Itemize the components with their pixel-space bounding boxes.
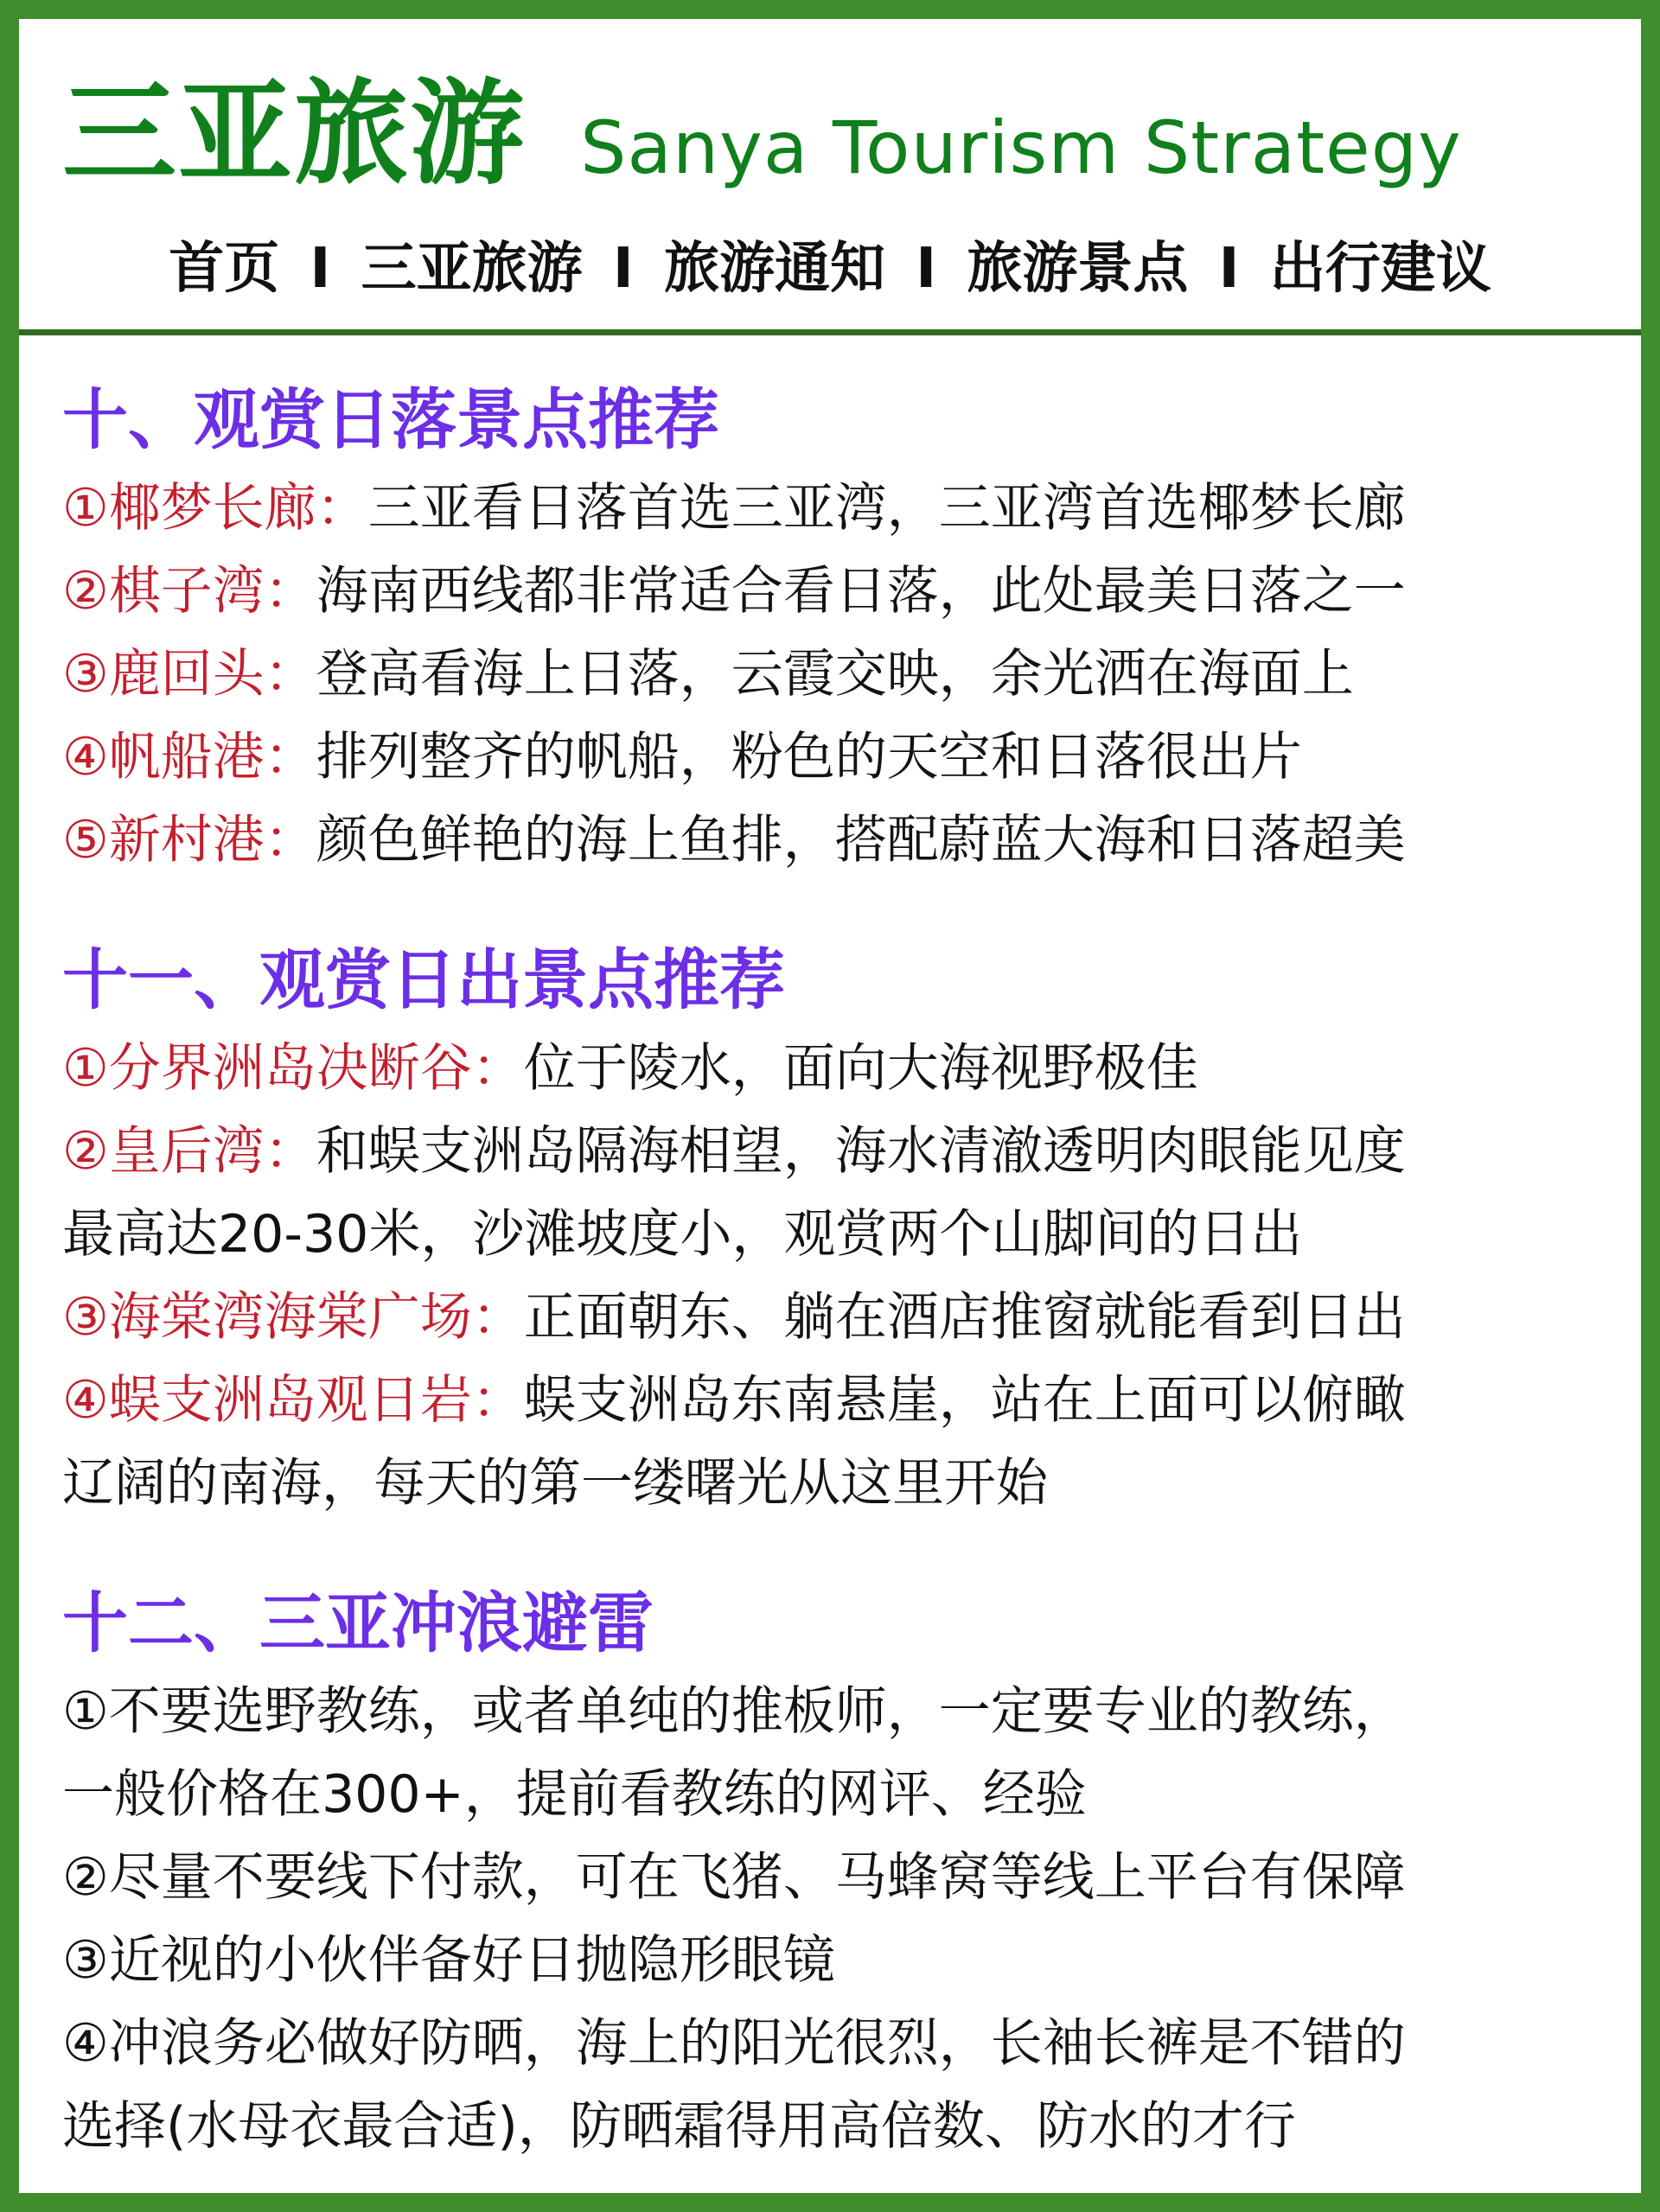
item-label: ②皇后湾： [62, 1121, 316, 1182]
item-text: 蜈支洲岛东南悬崖，站在上面可以俯瞰 [523, 1370, 1406, 1431]
item-text: 正面朝东、躺在酒店推窗就能看到日出 [523, 1287, 1406, 1348]
item-line [62, 1359, 1598, 1442]
item-label: ④蜈支洲岛观日岩： [62, 1370, 524, 1431]
list-item [62, 550, 1598, 633]
item-label: ①分界洲岛决断谷： [62, 1038, 524, 1099]
page-title-english: Sanya Tourism Strategy [580, 105, 1462, 190]
list-item [62, 467, 1598, 550]
nav-item-travel-notice[interactable]: 旅游通知 [664, 237, 885, 301]
section-title-sunset: 十、观赏日落景点推荐 [62, 381, 719, 458]
section-title-surfing-tips: 十二、三亚冲浪避雷 [62, 1584, 654, 1661]
item-label: ⑤新村港： [62, 810, 316, 870]
nav-item-sanya-tourism[interactable]: 三亚旅游 [361, 237, 583, 301]
item-text: 颜色鲜艳的海上鱼排，搭配蔚蓝大海和日落超美 [316, 810, 1406, 870]
item-label: ③海棠湾海棠广场： [62, 1287, 524, 1348]
sunrise-recommendations-section [62, 939, 1598, 1525]
top-navigation [19, 230, 1641, 308]
item-label: ③鹿回头： [62, 644, 316, 704]
item-label: ②棋子湾： [62, 561, 316, 622]
item-text: 海南西线都非常适合看日落，此处最美日落之一 [316, 561, 1406, 622]
list-item [62, 1670, 1598, 1836]
list-item [62, 2002, 1598, 2168]
surfing-pitfalls-section [62, 1582, 1598, 2168]
item-continuation-line: 选择(水母衣最合适)，防晒霜得用高倍数、防水的才行 [62, 2096, 1296, 2157]
list-item [62, 1276, 1598, 1359]
section-title-sunrise: 十一、观赏日出景点推荐 [62, 941, 785, 1018]
item-continuation-line: 最高达20-30米，沙滩坡度小，观赏两个山脚间的日出 [62, 1204, 1303, 1265]
nav-item-travel-advice[interactable]: 出行建议 [1269, 237, 1491, 301]
item-line: ③近视的小伙伴备好日抛隐形眼镜 [62, 1930, 835, 1991]
item-text: 登高看海上日落，云霞交映，余光洒在海面上 [316, 644, 1354, 704]
list-item [62, 799, 1598, 882]
item-line: ②尽量不要线下付款，可在飞猪、马蜂窝等线上平台有保障 [62, 1847, 1406, 1908]
item-label: ①椰梦长廊： [62, 478, 368, 539]
nav-separator: I [916, 237, 937, 301]
page-header [19, 19, 1641, 335]
list-item [62, 1359, 1598, 1525]
list-item [62, 633, 1598, 716]
list-item [62, 1027, 1598, 1110]
item-label: ④帆船港： [62, 727, 316, 787]
item-continuation-line: 一般价格在300+，提前看教练的网评、经验 [62, 1764, 1087, 1825]
item-line [62, 1110, 1598, 1193]
item-text: 排列整齐的帆船，粉色的天空和日落很出片 [316, 727, 1302, 787]
list-item [62, 1836, 1598, 1919]
nav-item-home[interactable]: 首页 [169, 237, 280, 301]
list-item [62, 1919, 1598, 2002]
sunset-recommendations-section [62, 379, 1598, 882]
item-line: ④冲浪务必做好防晒，海上的阳光很烈，长袖长裤是不错的 [62, 2013, 1406, 2074]
page-title-row [62, 69, 1462, 199]
page-title-chinese: 三亚旅游 [62, 67, 526, 201]
item-continuation-line: 辽阔的南海，每天的第一缕曙光从这里开始 [62, 1453, 1048, 1514]
nav-separator: I [1218, 237, 1240, 301]
nav-item-attractions[interactable]: 旅游景点 [967, 237, 1189, 301]
item-text: 位于陵水，面向大海视野极佳 [523, 1038, 1198, 1099]
item-line: ①不要选野教练，或者单纯的推板师，一定要专业的教练， [62, 1681, 1406, 1742]
item-text: 三亚看日落首选三亚湾，三亚湾首选椰梦长廊 [367, 478, 1406, 539]
list-item [62, 1110, 1598, 1276]
nav-separator: I [612, 237, 634, 301]
list-item [62, 716, 1598, 799]
nav-separator: I [310, 237, 331, 301]
item-text: 和蜈支洲岛隔海相望，海水清澈透明肉眼能见度 [316, 1121, 1406, 1182]
